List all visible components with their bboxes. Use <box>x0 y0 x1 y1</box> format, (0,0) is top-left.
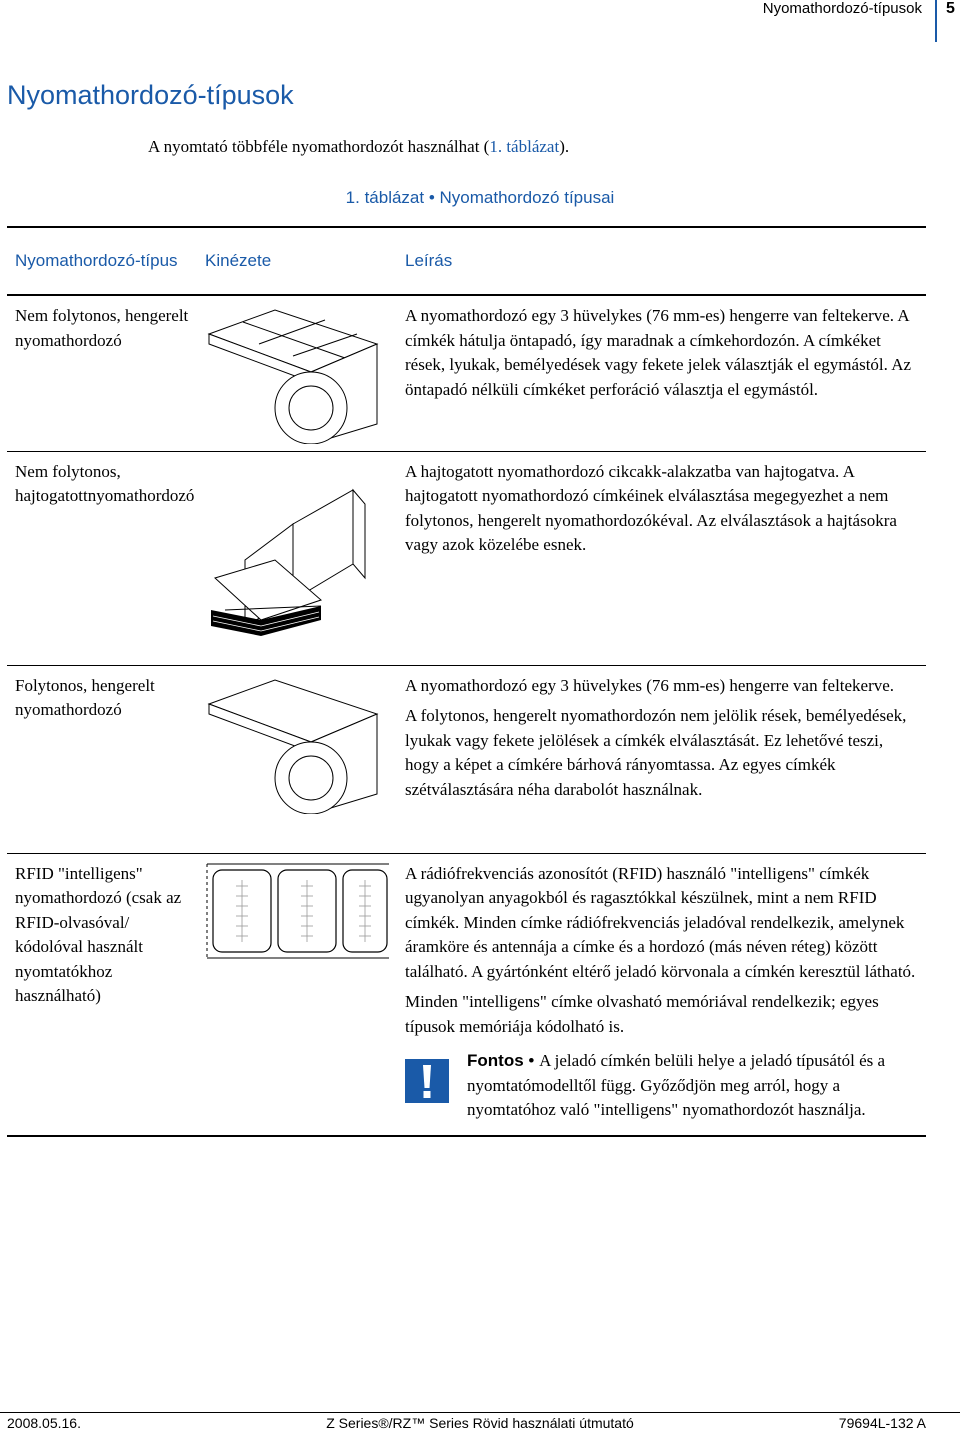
footer-divider <box>0 1412 960 1413</box>
table-row <box>7 295 926 451</box>
description-paragraph: A nyomathordozó egy 3 hüvelykes (76 mm-es) hengerre van feltekerve. <box>405 675 895 695</box>
intro-text: A nyomtató többféle nyomathordozót használhat ( <box>148 137 490 156</box>
note-text: A jeladó címkén belüli helye a jeladó típusától és a nyomtatómodelltől függ. Győződjön meg arról, hogy a nyomtatóhoz való "intelligens" nyomathordozót használja. <box>467 1051 886 1119</box>
description-paragraph: A folytonos, hengerelt nyomathordozón nem jelölik rések, bemélyedések, lyukak vagy fekete jelölések a címkék elválasztását. Ez lehetővé teszi, hogy a képet a címkére bárhová rányomtassa. Az egyes címkék szétválasztására néha darabolót használnak. <box>405 706 907 799</box>
header-divider <box>935 0 937 42</box>
note-label: Fontos <box>467 1051 524 1070</box>
illustration-cell <box>197 295 397 451</box>
exclamation-icon <box>405 1059 449 1103</box>
rfid-labels-illustration <box>205 862 389 962</box>
table-row <box>7 853 926 1136</box>
description-cell <box>397 665 926 853</box>
footer-document-title: Z Series®/RZ™ Series Rövid használati útmutató <box>326 1415 634 1431</box>
intro-paragraph <box>148 137 569 157</box>
header-look: Kinézete <box>197 227 397 295</box>
intro-end: ). <box>559 137 570 156</box>
type-cell: Folytonos, hengerelt nyomathordozó <box>7 665 197 853</box>
type-cell: Nem folytonos, hajtogatottnyomathordozó <box>7 451 197 665</box>
illustration-cell <box>197 451 397 665</box>
table-caption: 1. táblázat • Nyomathordozó típusai <box>345 188 615 207</box>
type-cell: RFID "intelligens" nyomathordozó (csak az RFID-olvasóval/ kódolóval használt nyomtatókhoz használható) <box>7 853 197 1136</box>
roll-media-illustration <box>205 304 389 444</box>
page-footer <box>0 1412 960 1432</box>
type-cell: Nem folytonos, hengerelt nyomathordozó <box>7 295 197 451</box>
header-type: Nyomathordozó-típus <box>7 227 197 295</box>
description-paragraph: A rádiófrekvenciás azonosítót (RFID) használó "intelligens" címkék ugyanolyan anyagokból és ragasztókkal készülnek, mint a nem RFID címkék. Minden címke rádiófrekvenciás jeladóval rendelkezik, amelynek áramköre és antennája a címke és a hordozó (más néven réteg) között található. A gyártónként eltérő jeladó körvonala a címkén keresztül látható. <box>405 863 916 981</box>
header-desc: Leírás <box>397 227 926 295</box>
table-header-row <box>7 227 926 295</box>
footer-date: 2008.05.16. <box>7 1415 81 1431</box>
description-paragraph: A hajtogatott nyomathordozó cikcakk-alakzatba van hajtogatva. A hajtogatott nyomathordozó címkéinek elválasztása megegyezhet a nem folytonos, hengerelt nyomathordozókéval. Az elválasztások a hajtásokra vagy azok közelébe esnek. <box>405 461 897 554</box>
description-cell <box>397 451 926 665</box>
note-body <box>467 1049 918 1135</box>
running-title: Nyomathordozó-típusok <box>762 0 922 17</box>
table-reference-link[interactable]: 1. táblázat <box>489 137 560 156</box>
footer-document-code: 79694L-132 A <box>838 1415 926 1431</box>
continuous-roll-illustration <box>205 674 389 814</box>
table-row <box>7 451 926 665</box>
page-number: 5 <box>946 0 955 17</box>
description-cell <box>397 295 926 451</box>
media-types-table <box>7 226 926 1137</box>
important-note <box>405 1049 918 1135</box>
illustration-cell <box>197 665 397 853</box>
table-row <box>7 665 926 853</box>
illustration-cell <box>197 853 397 1136</box>
running-header <box>0 0 960 42</box>
fanfold-media-illustration <box>205 460 389 640</box>
page-title: Nyomathordozó-típusok <box>7 80 294 110</box>
description-cell <box>397 853 926 1136</box>
note-separator: • <box>523 1051 540 1070</box>
description-paragraph: A nyomathordozó egy 3 hüvelykes (76 mm-es) hengerre van feltekerve. A címkék hátulja öntapadó, így maradnak a címkehordozón. A címkéket rések, lyukak, bemélyedések vagy fekete jelek választják el egymástól. Az öntapadó nélküli címkéket perforáció választja el egymástól. <box>405 306 912 399</box>
description-paragraph: Minden "intelligens" címke olvasható memóriával rendelkezik; egyes típusok memóriája kódolható is. <box>405 992 879 1036</box>
